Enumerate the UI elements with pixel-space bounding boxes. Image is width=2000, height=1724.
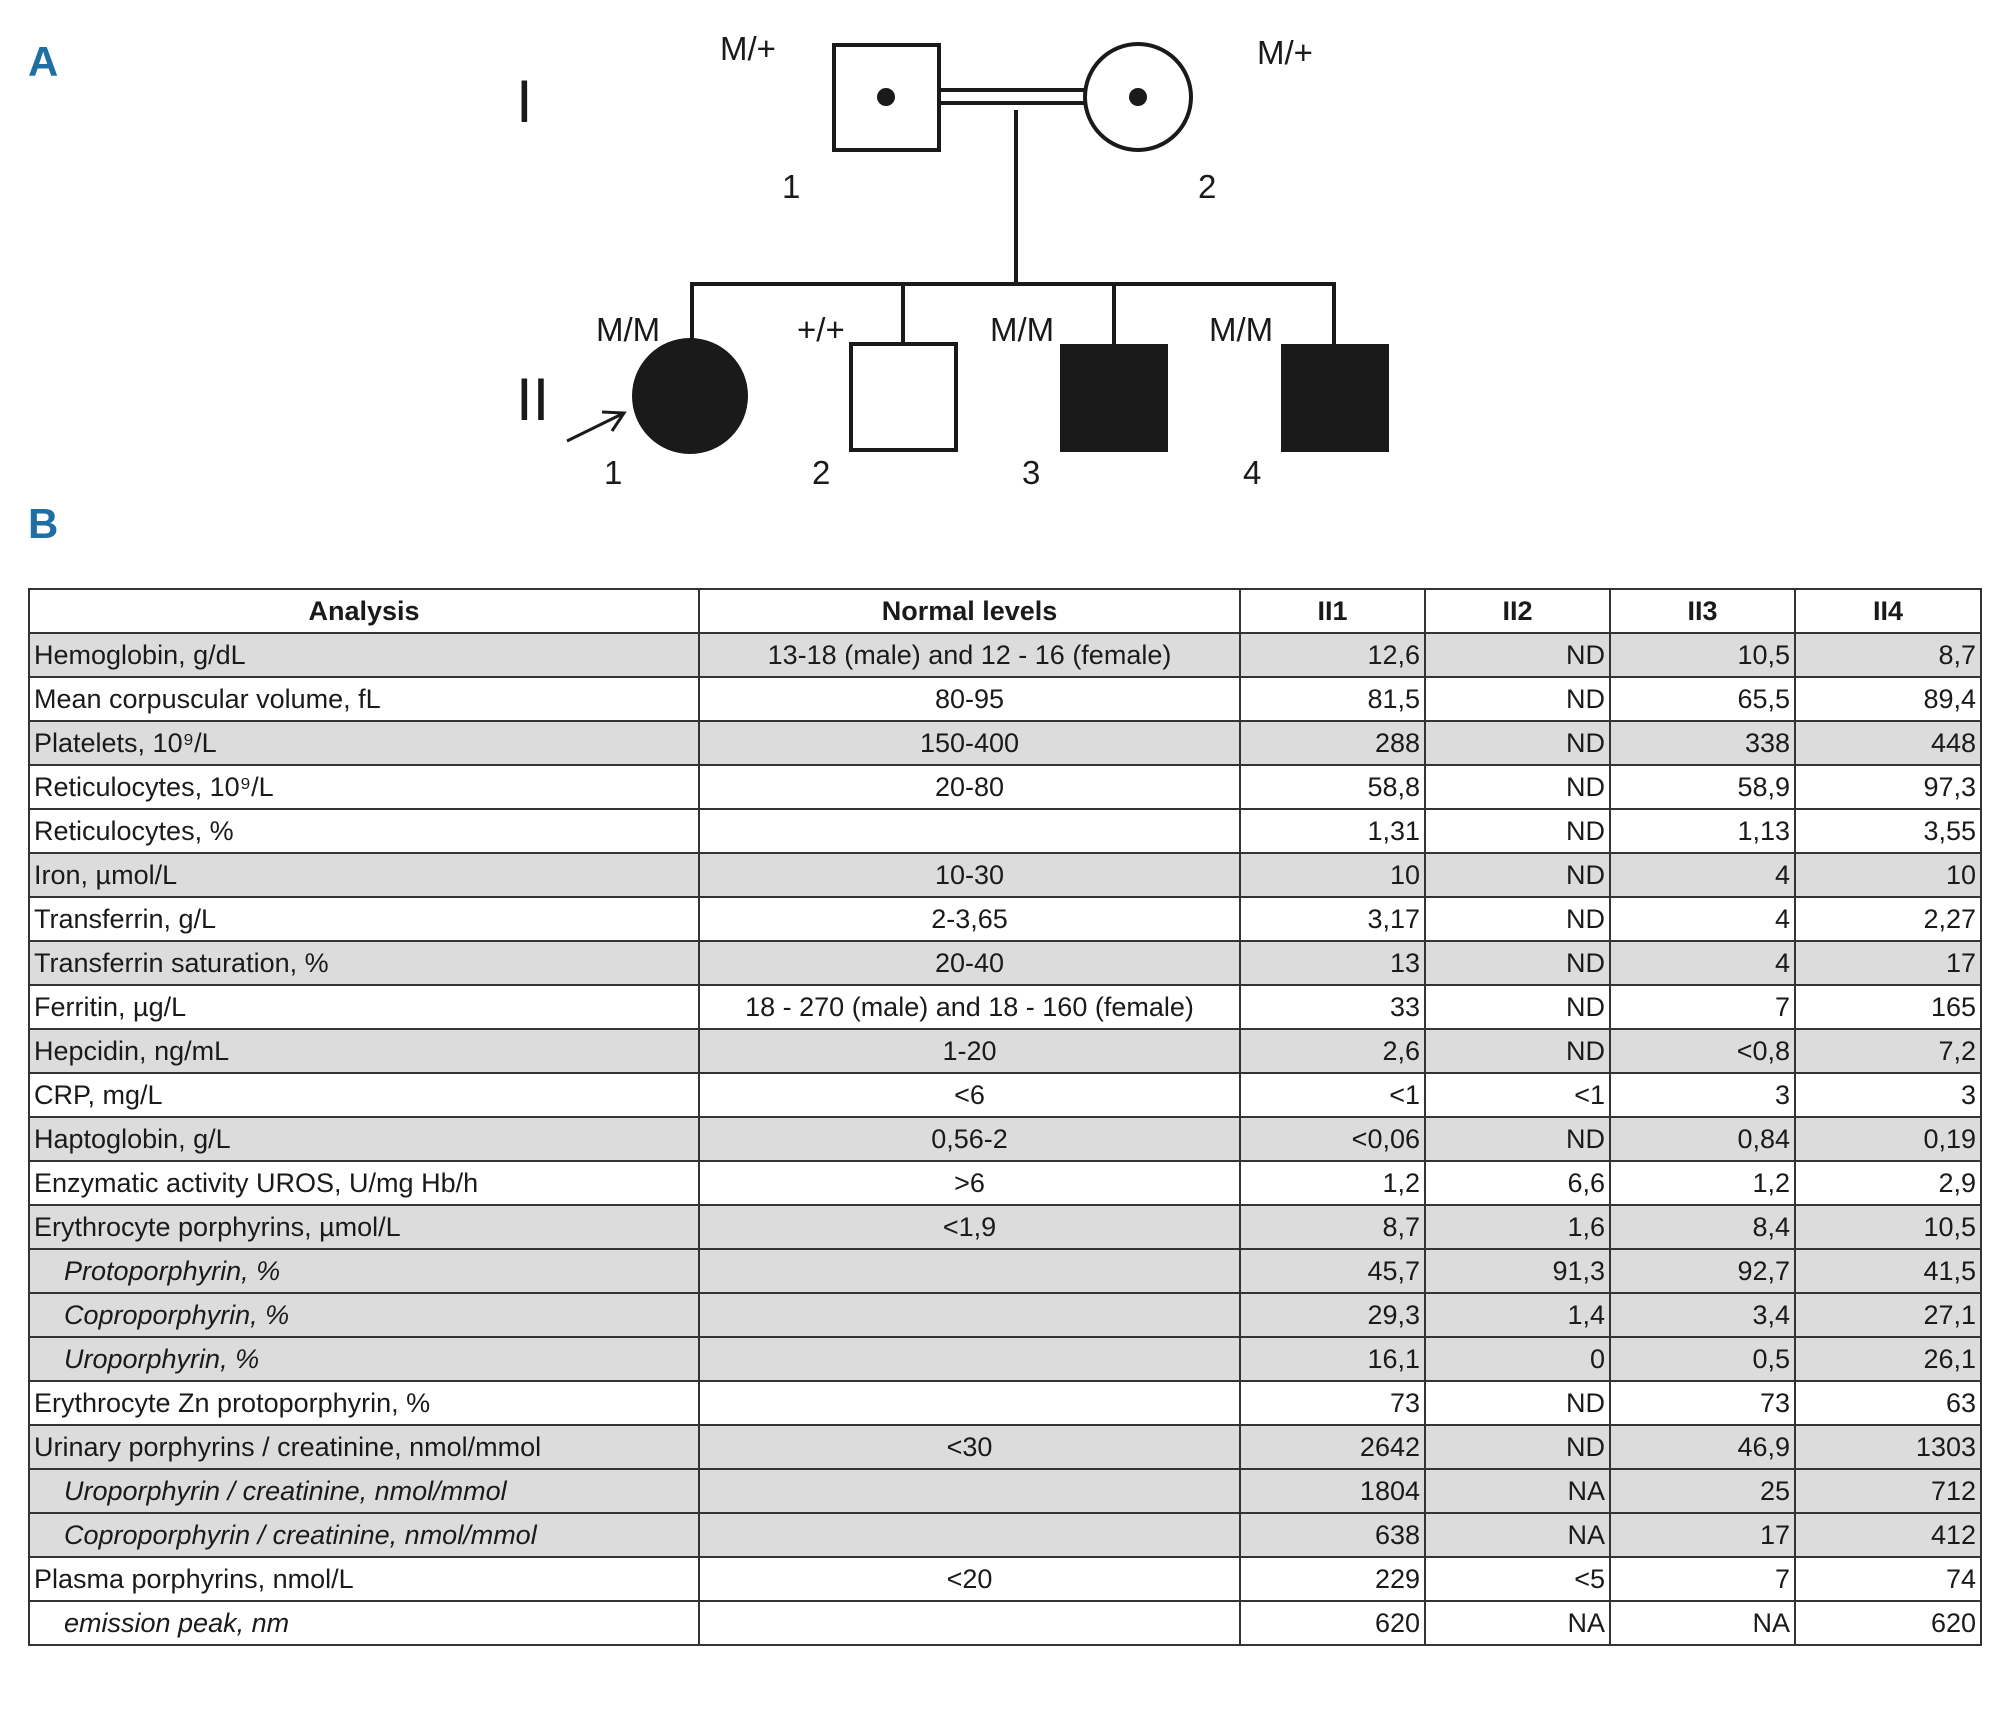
cell-analysis: Coproporphyrin / creatinine, nmol/mmol xyxy=(29,1513,699,1557)
carrier-dot-icon xyxy=(877,88,895,106)
cell-ii2: ND xyxy=(1425,853,1610,897)
cell-analysis: Platelets, 10⁹/L xyxy=(29,721,699,765)
cell-ii3: 4 xyxy=(1610,897,1795,941)
column-header-ii2: II2 xyxy=(1425,589,1610,633)
cell-ii4: 3 xyxy=(1795,1073,1981,1117)
cell-normal-levels: 20-40 xyxy=(699,941,1240,985)
cell-analysis: CRP, mg/L xyxy=(29,1073,699,1117)
cell-normal-levels: 10-30 xyxy=(699,853,1240,897)
cell-normal-levels xyxy=(699,1337,1240,1381)
cell-normal-levels xyxy=(699,1249,1240,1293)
cell-analysis: Reticulocytes, % xyxy=(29,809,699,853)
table-row xyxy=(29,1513,1981,1557)
cell-ii4: 63 xyxy=(1795,1381,1981,1425)
cell-normal-levels: 13-18 (male) and 12 - 16 (female) xyxy=(699,633,1240,677)
cell-analysis: Transferrin, g/L xyxy=(29,897,699,941)
cell-ii3: 3,4 xyxy=(1610,1293,1795,1337)
column-header-normal-levels: Normal levels xyxy=(699,589,1240,633)
cell-ii3: <0,8 xyxy=(1610,1029,1795,1073)
cell-normal-levels: 20-80 xyxy=(699,765,1240,809)
cell-normal-levels xyxy=(699,1513,1240,1557)
table-row xyxy=(29,1425,1981,1469)
cell-ii3: 65,5 xyxy=(1610,677,1795,721)
cell-ii3: 8,4 xyxy=(1610,1205,1795,1249)
cell-ii1: 8,7 xyxy=(1240,1205,1425,1249)
cell-ii1: 229 xyxy=(1240,1557,1425,1601)
cell-ii1: 288 xyxy=(1240,721,1425,765)
gen2-male-unaffected-symbol xyxy=(851,344,956,450)
cell-normal-levels: 150-400 xyxy=(699,721,1240,765)
cell-analysis: Reticulocytes, 10⁹/L xyxy=(29,765,699,809)
cell-ii2: NA xyxy=(1425,1513,1610,1557)
cell-ii4: 8,7 xyxy=(1795,633,1981,677)
cell-ii1: 638 xyxy=(1240,1513,1425,1557)
cell-ii1: <1 xyxy=(1240,1073,1425,1117)
cell-ii1: 33 xyxy=(1240,985,1425,1029)
table-row xyxy=(29,721,1981,765)
table-row xyxy=(29,809,1981,853)
table-row xyxy=(29,1029,1981,1073)
cell-normal-levels: 1-20 xyxy=(699,1029,1240,1073)
cell-analysis: Mean corpuscular volume, fL xyxy=(29,677,699,721)
cell-ii2: ND xyxy=(1425,809,1610,853)
cell-ii2: <5 xyxy=(1425,1557,1610,1601)
generation-label-1: I xyxy=(516,68,533,135)
table-body xyxy=(29,633,1981,1645)
cell-ii2: ND xyxy=(1425,1117,1610,1161)
cell-ii2: ND xyxy=(1425,1425,1610,1469)
genotype-label: +/+ xyxy=(797,311,845,348)
table-row xyxy=(29,1601,1981,1645)
cell-ii4: 7,2 xyxy=(1795,1029,1981,1073)
table-row xyxy=(29,1293,1981,1337)
cell-normal-levels: 18 - 270 (male) and 18 - 160 (female) xyxy=(699,985,1240,1029)
cell-ii4: 0,19 xyxy=(1795,1117,1981,1161)
cell-ii4: 89,4 xyxy=(1795,677,1981,721)
cell-ii2: ND xyxy=(1425,941,1610,985)
cell-ii3: 3 xyxy=(1610,1073,1795,1117)
cell-ii3: 46,9 xyxy=(1610,1425,1795,1469)
cell-normal-levels: 80-95 xyxy=(699,677,1240,721)
cell-ii1: 1,2 xyxy=(1240,1161,1425,1205)
cell-ii3: 17 xyxy=(1610,1513,1795,1557)
lab-results-table xyxy=(28,588,1982,1646)
table-row xyxy=(29,1557,1981,1601)
cell-analysis: Ferritin, µg/L xyxy=(29,985,699,1029)
cell-ii2: 0 xyxy=(1425,1337,1610,1381)
table-row xyxy=(29,1073,1981,1117)
cell-analysis: Haptoglobin, g/L xyxy=(29,1117,699,1161)
cell-ii4: 10 xyxy=(1795,853,1981,897)
cell-ii3: 25 xyxy=(1610,1469,1795,1513)
cell-ii2: 1,4 xyxy=(1425,1293,1610,1337)
cell-ii1: 29,3 xyxy=(1240,1293,1425,1337)
cell-ii1: 45,7 xyxy=(1240,1249,1425,1293)
table-row xyxy=(29,941,1981,985)
cell-ii1: 81,5 xyxy=(1240,677,1425,721)
cell-ii1: 1,31 xyxy=(1240,809,1425,853)
cell-ii2: 91,3 xyxy=(1425,1249,1610,1293)
table-row xyxy=(29,765,1981,809)
table-row xyxy=(29,897,1981,941)
column-header-ii1: II1 xyxy=(1240,589,1425,633)
individual-number: 4 xyxy=(1243,454,1262,491)
cell-analysis: Uroporphyrin / creatinine, nmol/mmol xyxy=(29,1469,699,1513)
table-row xyxy=(29,677,1981,721)
cell-ii1: 10 xyxy=(1240,853,1425,897)
cell-ii4: 412 xyxy=(1795,1513,1981,1557)
genotype-label: M/+ xyxy=(1257,34,1313,71)
cell-ii4: 74 xyxy=(1795,1557,1981,1601)
cell-ii2: NA xyxy=(1425,1469,1610,1513)
gen2-male-affected-symbol xyxy=(1060,344,1168,452)
cell-analysis: Urinary porphyrins / creatinine, nmol/mmol xyxy=(29,1425,699,1469)
cell-analysis: Uroporphyrin, % xyxy=(29,1337,699,1381)
cell-ii1: 2642 xyxy=(1240,1425,1425,1469)
cell-ii3: 0,84 xyxy=(1610,1117,1795,1161)
table-row xyxy=(29,1337,1981,1381)
cell-ii2: 6,6 xyxy=(1425,1161,1610,1205)
cell-normal-levels: <20 xyxy=(699,1557,1240,1601)
cell-normal-levels: <6 xyxy=(699,1073,1240,1117)
generation-label-2: II xyxy=(516,366,550,433)
cell-ii4: 17 xyxy=(1795,941,1981,985)
cell-normal-levels: 0,56-2 xyxy=(699,1117,1240,1161)
cell-ii1: 12,6 xyxy=(1240,633,1425,677)
genotype-label: M/+ xyxy=(720,30,776,67)
cell-ii3: 58,9 xyxy=(1610,765,1795,809)
cell-analysis: Hemoglobin, g/dL xyxy=(29,633,699,677)
cell-ii3: 4 xyxy=(1610,941,1795,985)
cell-ii3: 7 xyxy=(1610,985,1795,1029)
cell-ii3: 338 xyxy=(1610,721,1795,765)
cell-ii2: ND xyxy=(1425,721,1610,765)
cell-ii1: 1804 xyxy=(1240,1469,1425,1513)
cell-normal-levels xyxy=(699,1469,1240,1513)
cell-normal-levels xyxy=(699,1601,1240,1645)
cell-analysis: Transferrin saturation, % xyxy=(29,941,699,985)
cell-ii2: <1 xyxy=(1425,1073,1610,1117)
cell-ii4: 10,5 xyxy=(1795,1205,1981,1249)
cell-ii3: 1,2 xyxy=(1610,1161,1795,1205)
carrier-dot-icon xyxy=(1129,88,1147,106)
cell-ii4: 448 xyxy=(1795,721,1981,765)
cell-ii3: 1,13 xyxy=(1610,809,1795,853)
cell-ii3: 10,5 xyxy=(1610,633,1795,677)
table-row xyxy=(29,1205,1981,1249)
cell-analysis: Protoporphyrin, % xyxy=(29,1249,699,1293)
table-row xyxy=(29,1161,1981,1205)
table-row xyxy=(29,853,1981,897)
cell-ii2: ND xyxy=(1425,985,1610,1029)
cell-normal-levels: 2-3,65 xyxy=(699,897,1240,941)
table-row xyxy=(29,1249,1981,1293)
cell-ii4: 165 xyxy=(1795,985,1981,1029)
cell-normal-levels xyxy=(699,1293,1240,1337)
cell-ii2: ND xyxy=(1425,633,1610,677)
cell-ii3: NA xyxy=(1610,1601,1795,1645)
cell-ii1: 620 xyxy=(1240,1601,1425,1645)
cell-ii2: NA xyxy=(1425,1601,1610,1645)
cell-ii3: 92,7 xyxy=(1610,1249,1795,1293)
individual-number: 2 xyxy=(812,454,831,491)
cell-analysis: Enzymatic activity UROS, U/mg Hb/h xyxy=(29,1161,699,1205)
table-row xyxy=(29,1117,1981,1161)
cell-ii2: 1,6 xyxy=(1425,1205,1610,1249)
column-header-ii3: II3 xyxy=(1610,589,1795,633)
cell-normal-levels xyxy=(699,1381,1240,1425)
column-header-analysis: Analysis xyxy=(29,589,699,633)
cell-ii4: 3,55 xyxy=(1795,809,1981,853)
cell-ii3: 4 xyxy=(1610,853,1795,897)
cell-ii2: ND xyxy=(1425,765,1610,809)
table-row xyxy=(29,633,1981,677)
cell-normal-levels: >6 xyxy=(699,1161,1240,1205)
cell-ii2: ND xyxy=(1425,897,1610,941)
cell-normal-levels xyxy=(699,809,1240,853)
cell-normal-levels: <1,9 xyxy=(699,1205,1240,1249)
table-row xyxy=(29,985,1981,1029)
cell-ii4: 620 xyxy=(1795,1601,1981,1645)
cell-analysis: Hepcidin, ng/mL xyxy=(29,1029,699,1073)
cell-analysis: Erythrocyte porphyrins, µmol/L xyxy=(29,1205,699,1249)
cell-analysis: emission peak, nm xyxy=(29,1601,699,1645)
table-row xyxy=(29,1469,1981,1513)
genotype-label: M/M xyxy=(596,311,661,348)
cell-ii3: 73 xyxy=(1610,1381,1795,1425)
cell-analysis: Erythrocyte Zn protoporphyrin, % xyxy=(29,1381,699,1425)
cell-ii1: 73 xyxy=(1240,1381,1425,1425)
cell-ii1: 58,8 xyxy=(1240,765,1425,809)
gen2-male-affected-symbol xyxy=(1281,344,1389,452)
pedigree-diagram xyxy=(0,0,2000,547)
cell-ii2: ND xyxy=(1425,1381,1610,1425)
individual-number: 1 xyxy=(604,454,623,491)
cell-ii1: 13 xyxy=(1240,941,1425,985)
cell-analysis: Iron, µmol/L xyxy=(29,853,699,897)
panel-label-a: A xyxy=(28,38,59,85)
cell-ii3: 7 xyxy=(1610,1557,1795,1601)
cell-normal-levels: <30 xyxy=(699,1425,1240,1469)
cell-ii1: 16,1 xyxy=(1240,1337,1425,1381)
cell-ii4: 97,3 xyxy=(1795,765,1981,809)
cell-analysis: Plasma porphyrins, nmol/L xyxy=(29,1557,699,1601)
genotype-label: M/M xyxy=(990,311,1055,348)
table-row xyxy=(29,1381,1981,1425)
cell-ii1: <0,06 xyxy=(1240,1117,1425,1161)
gen2-female-affected-symbol xyxy=(632,338,748,454)
cell-ii4: 1303 xyxy=(1795,1425,1981,1469)
cell-analysis: Coproporphyrin, % xyxy=(29,1293,699,1337)
cell-ii4: 27,1 xyxy=(1795,1293,1981,1337)
individual-number: 3 xyxy=(1022,454,1041,491)
genotype-label: M/M xyxy=(1209,311,1274,348)
cell-ii4: 2,27 xyxy=(1795,897,1981,941)
cell-ii4: 41,5 xyxy=(1795,1249,1981,1293)
cell-ii4: 2,9 xyxy=(1795,1161,1981,1205)
cell-ii1: 3,17 xyxy=(1240,897,1425,941)
panel-label-b: B xyxy=(28,500,59,547)
cell-ii4: 26,1 xyxy=(1795,1337,1981,1381)
cell-ii4: 712 xyxy=(1795,1469,1981,1513)
table-header-row xyxy=(29,589,1981,633)
cell-ii1: 2,6 xyxy=(1240,1029,1425,1073)
column-header-ii4: II4 xyxy=(1795,589,1981,633)
individual-number: 2 xyxy=(1198,168,1217,205)
cell-ii2: ND xyxy=(1425,677,1610,721)
individual-number: 1 xyxy=(782,168,801,205)
cell-ii3: 0,5 xyxy=(1610,1337,1795,1381)
cell-ii2: ND xyxy=(1425,1029,1610,1073)
